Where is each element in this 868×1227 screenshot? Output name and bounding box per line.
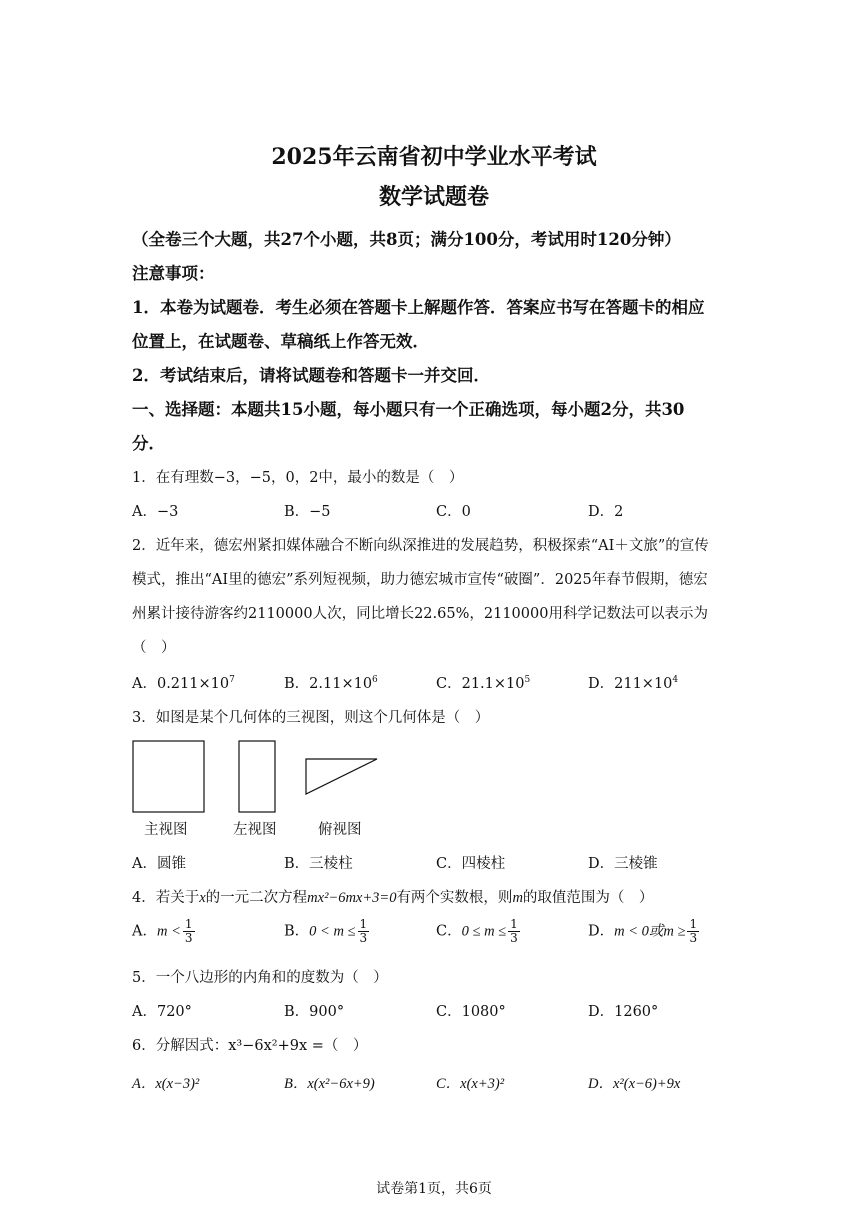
exam-subtitle: 数学试题卷: [378, 184, 489, 210]
left-view-label: 左视图: [233, 822, 277, 838]
q2-option-c: C．$21.1\times 10^5$: [436, 675, 531, 692]
left-view-rect: [239, 741, 275, 812]
q4-option-d: D．m < 0或m ≥ $\frac{1}{3}$: [588, 917, 698, 945]
question-2-line2: 模式，推出“AI里的德宏”系列短视频，助力德宏城市宣传“破圈”．2025年春节假期，德宏: [132, 572, 708, 588]
q5-option-d: D．1260°: [588, 1004, 659, 1020]
q6-option-a: A．x(x−3)²: [132, 1076, 200, 1092]
notice-2: 2．考试结束后，请将试题卷和答题卡一并交回．: [132, 366, 490, 385]
q5-option-a: A．720°: [132, 1004, 192, 1020]
q6-option-b: B．x(x²−6x+9): [284, 1076, 375, 1092]
q6-option-c: C．x(x+3)²: [436, 1076, 505, 1092]
q1-option-d: D．2: [588, 504, 624, 520]
question-2-line1: 2．近年来，德宏州紧扣媒体融合不断向纵深推进的发展趋势，积极探索“AI＋文旅”的宣传: [132, 538, 709, 554]
q4-option-a: A．m < $\frac{1}{3}$: [132, 917, 193, 945]
section1-heading-cont: 分．: [132, 434, 165, 453]
question-2-line3: 州累计接待游客约2110000人次，同比增长22.65%，2110000用科学记数法可以表示为: [132, 606, 708, 622]
exam-info: （全卷三个大题，共27个小题，共8页；满分100分，考试用时120分钟）: [132, 230, 681, 249]
q3-option-c: C．四棱柱: [436, 856, 506, 872]
question-5: 5．一个八边形的内角和的度数为（ ）: [132, 970, 388, 986]
exam-title: 2025年云南省初中学业水平考试: [271, 144, 597, 170]
q2-option-b: B．$2.11\times 10^6$: [284, 675, 378, 692]
q4-option-c: C．0 ≤ m ≤ $\frac{1}{3}$: [436, 917, 518, 945]
q1-option-b: B．−5: [284, 504, 331, 520]
q1-option-c: C．0: [436, 504, 471, 520]
q4-option-b: B．0 < m ≤ $\frac{1}{3}$: [284, 917, 368, 945]
question-3: 3．如图是某个几何体的三视图，则这个几何体是（ ）: [132, 710, 490, 726]
front-view-square: [133, 741, 204, 812]
question-4: 4．若关于x的一元二次方程mx²−6mx+3=0有两个实数根，则m的取值范围为（ ）: [132, 890, 654, 906]
notice-1b: 位置上，在试题卷、草稿纸上作答无效．: [132, 332, 429, 351]
q3-option-d: D．三棱锥: [588, 856, 658, 872]
question-2-line4: （ ）: [132, 640, 176, 656]
front-view-label: 主视图: [144, 822, 188, 838]
q2-option-d: D．$211\times 10^4$: [588, 675, 679, 692]
q3-option-b: B．三棱柱: [284, 856, 353, 872]
question-6: 6．分解因式：x³−6x²+9x =（ ）: [132, 1038, 368, 1054]
q5-option-c: C．1080°: [436, 1004, 506, 1020]
q3-option-a: A．圆锥: [132, 856, 186, 872]
page-footer: 试卷第1页，共6页: [376, 1181, 492, 1197]
three-views-figure: [130, 738, 390, 818]
q2-option-a: A．$0.211\times 10^7$: [132, 675, 235, 692]
section1-heading: 一、选择题：本题共15小题，每小题只有一个正确选项，每小题2分，共30: [132, 400, 685, 419]
q5-option-b: B．900°: [284, 1004, 345, 1020]
q1-option-a: A．−3: [132, 504, 179, 520]
notice-1a: 1．本卷为试题卷．考生必须在答题卡上解题作答．答案应书写在答题卡的相应: [132, 298, 705, 317]
question-1: 1．在有理数−3，−5，0，2中，最小的数是（ ）: [132, 470, 464, 486]
top-view-triangle: [306, 759, 377, 794]
top-view-label: 俯视图: [318, 822, 362, 838]
q6-option-d: D．x²(x−6)+9x: [588, 1076, 681, 1092]
notice-heading: 注意事项：: [132, 264, 215, 283]
